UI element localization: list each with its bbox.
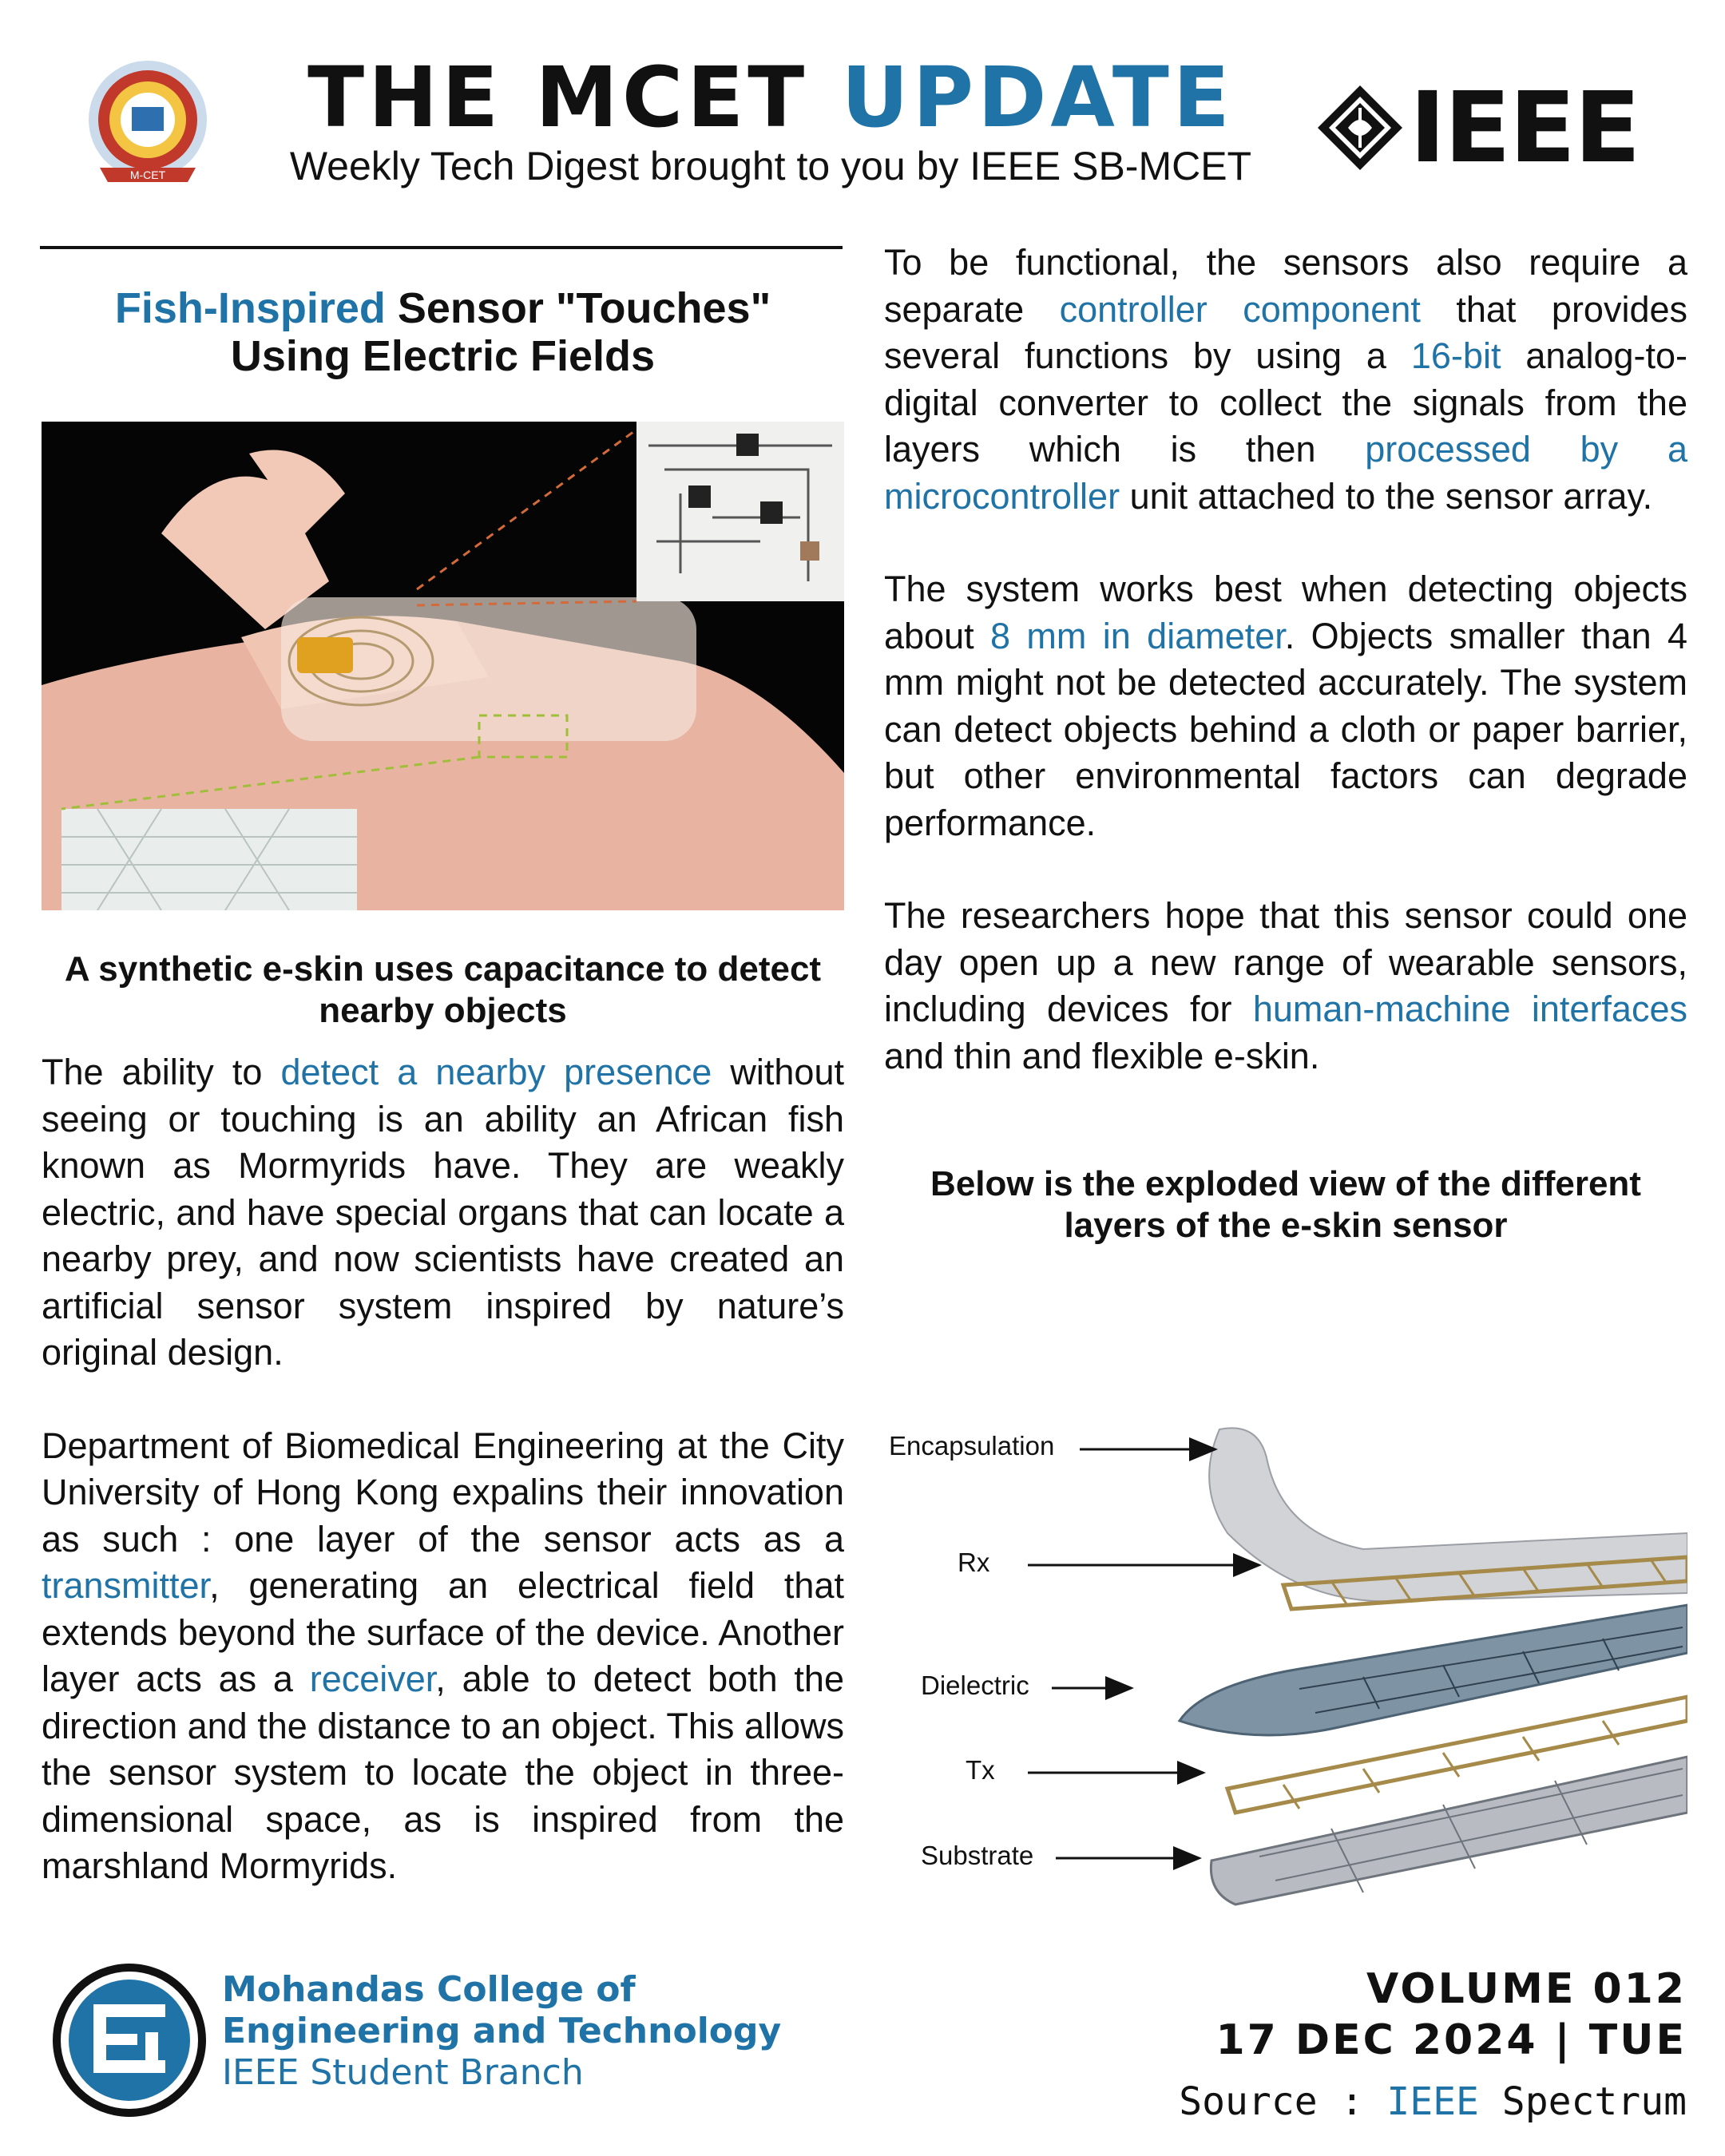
article-subheading: A synthetic e-skin uses capacitance to detect nearby objects bbox=[64, 949, 822, 1030]
article-photo bbox=[42, 422, 844, 910]
label-rx: Rx bbox=[958, 1548, 990, 1577]
issue-info bbox=[1179, 1964, 1687, 2129]
header-divider bbox=[40, 246, 843, 249]
link-transmitter[interactable]: transmitter bbox=[42, 1565, 210, 1606]
link-8mm-diameter[interactable]: 8 mm in diameter bbox=[990, 615, 1285, 656]
newsletter-title: THE MCET UPDATE bbox=[307, 49, 1234, 146]
volume-number: VOLUME 012 bbox=[1366, 1965, 1687, 2013]
paragraph-2: Department of Biomedical Engineering at the City University of Hong Kong expalins their innovation as such : one layer of the sensor acts as a transmitter, generating an electrical field that extends beyond the surface of the device. Another layer acts as a receiver, able to detect both the direction and the distance to an object. This allows the sensor system to locate the object in three-dimensional space, as is inspired from the marshland Mormyrids. bbox=[42, 1425, 844, 1886]
paragraph-1: The ability to detect a nearby presence without seeing or touching is an ability an African fish known as Mormyrids have. They are weakly electric, and have special organs that can locate a nearby prey, and now scientists have created an artificial sensor system inspired by nature’s original design. bbox=[42, 1052, 844, 1373]
ieee-wordmark: IEEE bbox=[1410, 71, 1640, 184]
link-detect-presence[interactable]: detect a nearby presence bbox=[280, 1052, 712, 1092]
ieee-diamond-icon bbox=[1316, 84, 1404, 172]
paragraph-3: To be functional, the sensors also require a separate controller component that provides several functions by using a 16-bit analog-to-digital converter to collect the signals from the layers which is then processed by a microcontroller unit attached to the sensor array. bbox=[884, 242, 1688, 517]
exploded-layer-diagram bbox=[884, 1413, 1687, 1908]
link-receiver[interactable]: receiver bbox=[309, 1659, 436, 1699]
svg-text:M-CET: M-CET bbox=[129, 168, 166, 181]
college-seal-logo bbox=[84, 56, 212, 196]
link-controller-component[interactable]: controller component bbox=[1059, 288, 1421, 330]
right-column bbox=[884, 240, 1687, 1246]
label-encapsulation: Encapsulation bbox=[889, 1431, 1055, 1460]
diagram-caption: Below is the exploded view of the different layers of the e-skin sensor bbox=[930, 1164, 1641, 1245]
college-name: Mohandas College of Engineering and Technology IEEE Student Branch bbox=[222, 1969, 782, 2093]
source-credit: Source : IEEE Spectrum bbox=[1179, 2079, 1687, 2124]
link-16-bit[interactable]: 16-bit bbox=[1410, 335, 1501, 376]
source-link-ieee[interactable]: IEEE bbox=[1386, 2079, 1479, 2124]
article-headline: Fish-Inspired Sensor "Touches" Using Electric Fields bbox=[114, 284, 771, 380]
label-substrate: Substrate bbox=[921, 1841, 1034, 1870]
ieee-logo bbox=[1310, 71, 1661, 184]
label-tx: Tx bbox=[966, 1755, 995, 1785]
issue-date: 17 DEC 2024 | TUE bbox=[1215, 2016, 1687, 2064]
link-microcontroller[interactable]: processed by a microcontroller bbox=[884, 429, 1687, 517]
paragraph-5: The researchers hope that this sensor could one day open up a new range of wearable sensors, including devices for human-machine interfaces and thin and flexible e-skin. bbox=[884, 895, 1687, 1076]
label-dielectric: Dielectric bbox=[921, 1671, 1029, 1700]
masthead bbox=[256, 50, 1286, 192]
left-column bbox=[42, 264, 844, 1890]
link-human-machine-interfaces[interactable]: human-machine interfaces bbox=[1252, 989, 1687, 1029]
tagline: Weekly Tech Digest brought to you by IEEE SB-MCET bbox=[289, 144, 1252, 188]
mcet-circle-logo bbox=[50, 1960, 209, 2120]
paragraph-4: The system works best when detecting objects about 8 mm in diameter. Objects smaller than 4 mm might not be detected accurately. The system can detect objects behind a cloth or paper barrier, but other environmental factors can degrade performance. bbox=[884, 569, 1688, 843]
